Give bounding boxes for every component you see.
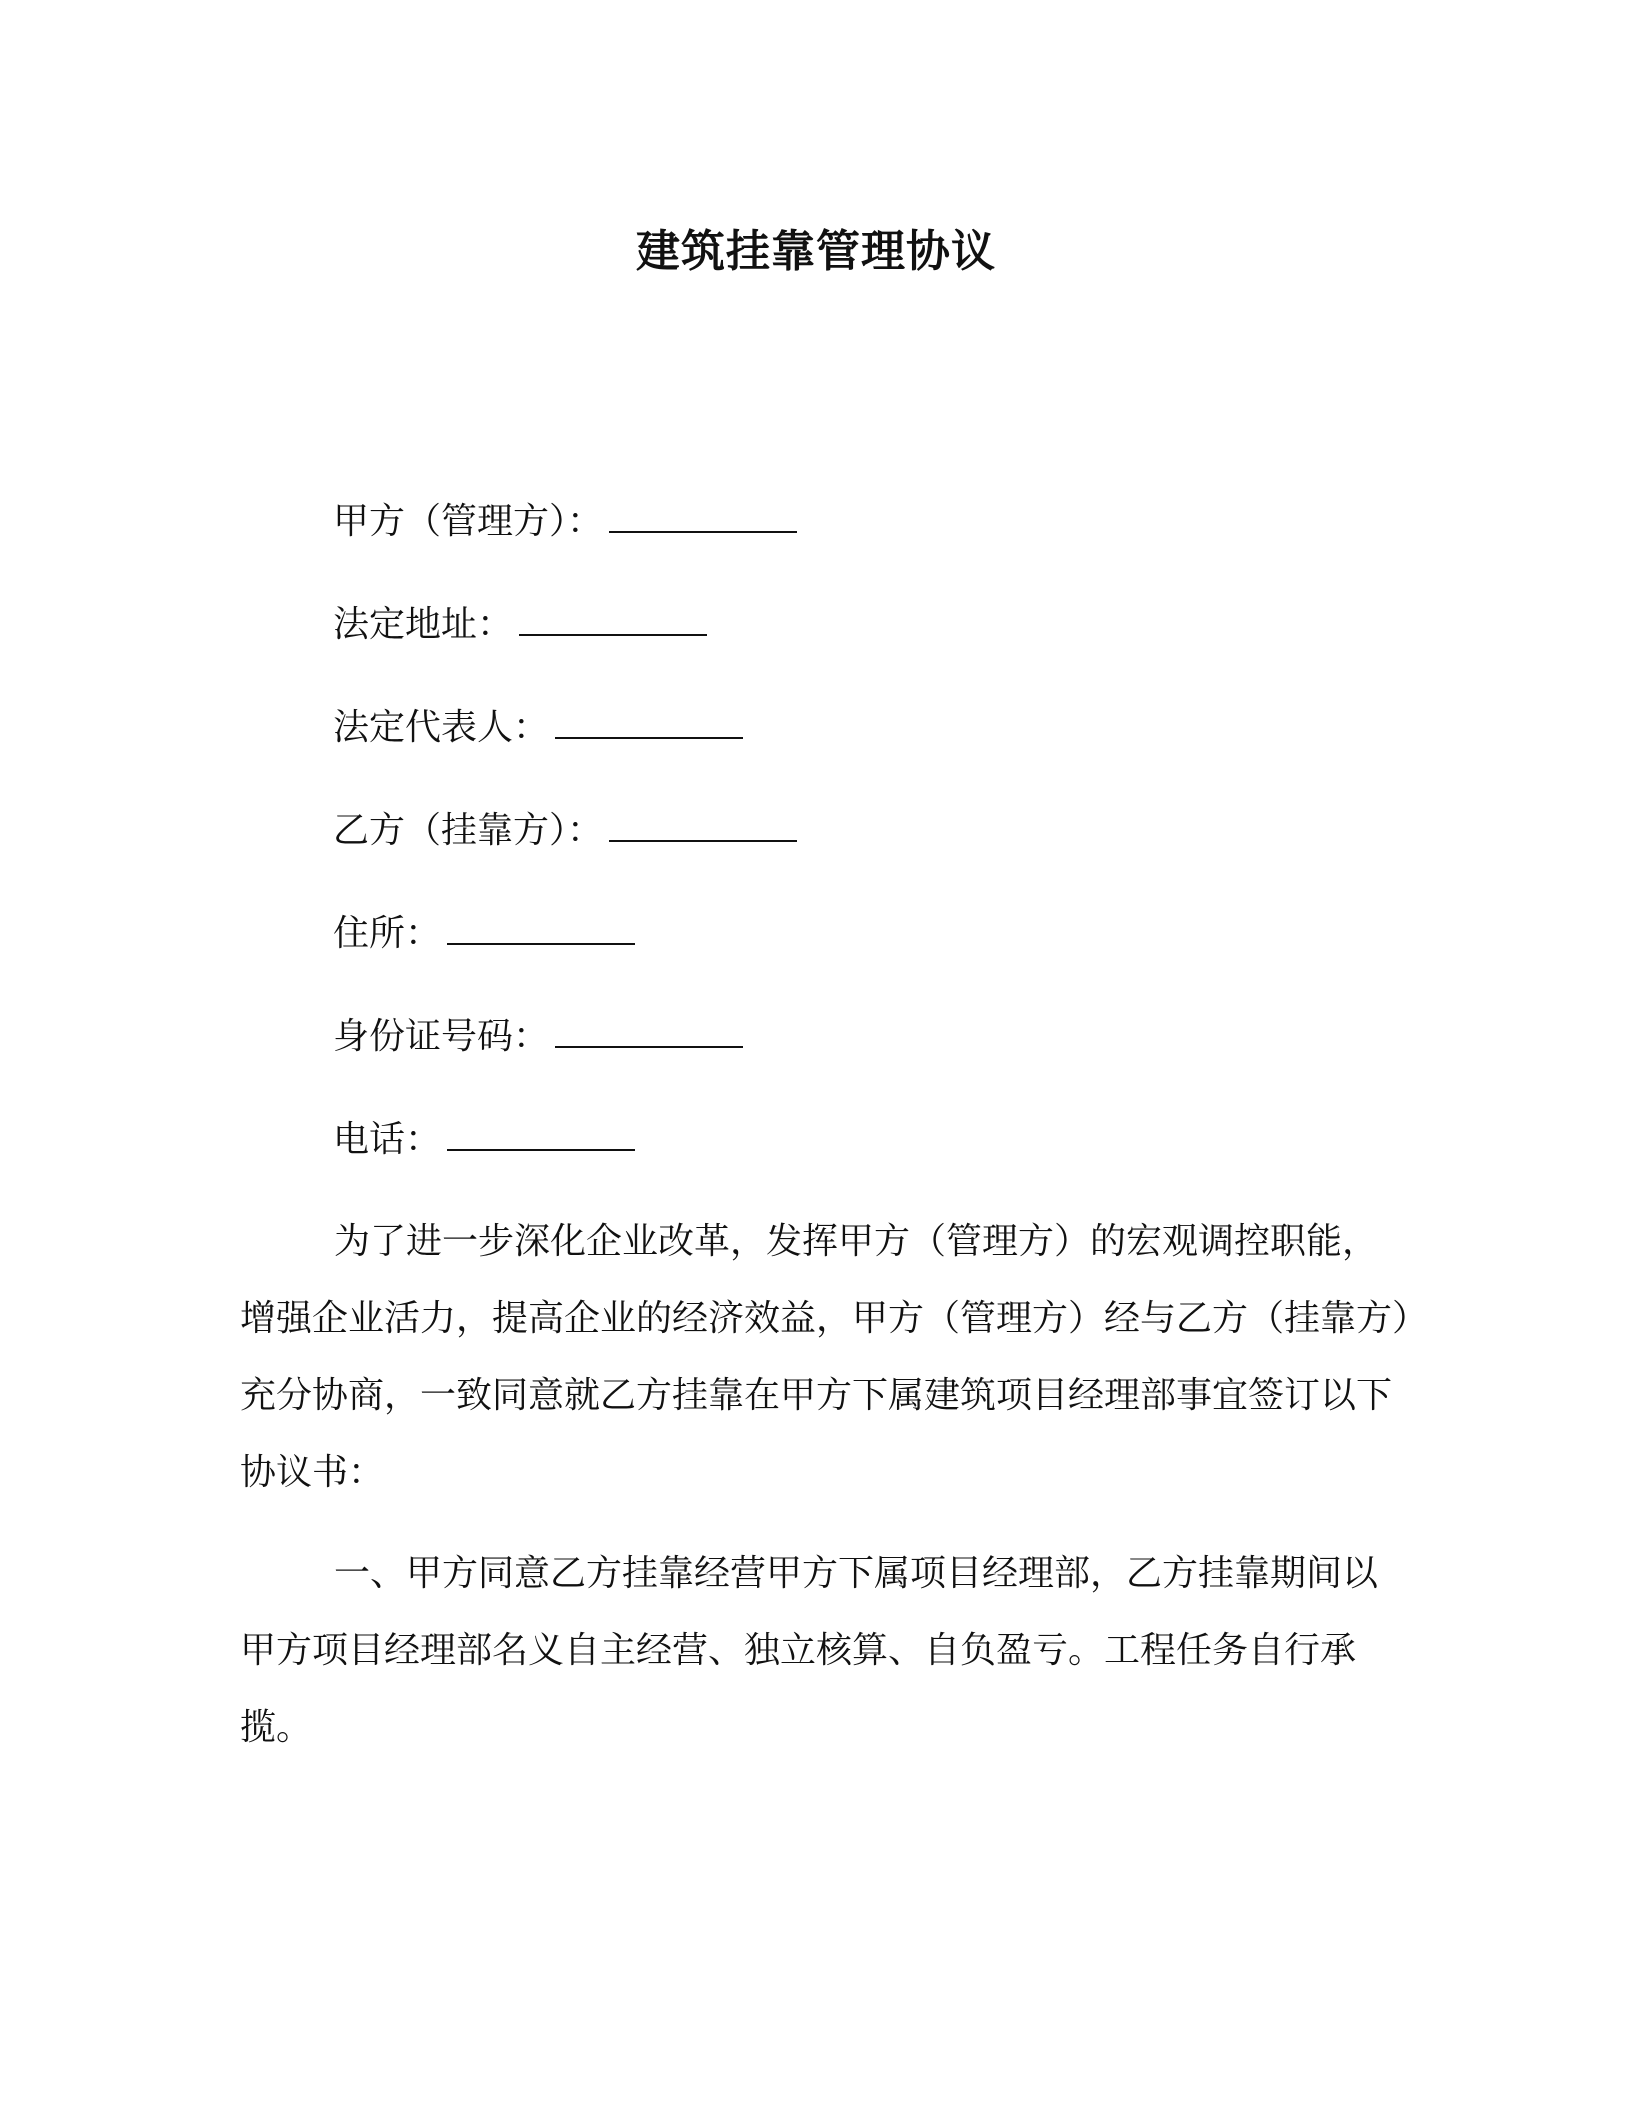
legal-representative-field	[333, 703, 743, 753]
phone-field	[333, 1115, 635, 1165]
id-number-field	[333, 1012, 743, 1062]
legal-representative-blank[interactable]	[555, 703, 743, 739]
residence-label: 住所：	[333, 913, 442, 954]
phone-blank[interactable]	[447, 1115, 635, 1151]
document-title: 建筑挂靠管理协议	[636, 226, 996, 277]
legal-representative-label: 法定代表人：	[333, 707, 550, 748]
party-b-label: 乙方（挂靠方）：	[333, 810, 604, 851]
phone-label: 电话：	[333, 1119, 442, 1160]
party-a-blank[interactable]	[609, 497, 797, 533]
party-b-field	[333, 806, 797, 856]
party-b-blank[interactable]	[609, 806, 797, 842]
preamble-paragraph: 为了进一步深化企业改革，发挥甲方（管理方）的宏观调控职能，增强企业活力，提高企业的经济效益，甲方（管理方）经与乙方（挂靠方）充分协商，一致同意就乙方挂靠在甲方下属建筑项目经理部事宜签订以下协议书：	[240, 1221, 1411, 1493]
legal-address-blank[interactable]	[519, 600, 707, 636]
legal-address-label: 法定地址：	[333, 604, 514, 645]
residence-field	[333, 909, 635, 959]
residence-blank[interactable]	[447, 909, 635, 945]
id-number-label: 身份证号码：	[333, 1016, 550, 1057]
party-a-label: 甲方（管理方）：	[333, 501, 604, 542]
clause-one-paragraph: 一、甲方同意乙方挂靠经营甲方下属项目经理部，乙方挂靠期间以甲方项目经理部名义自主经营、独立核算、自负盈亏。工程任务自行承揽。	[240, 1553, 1379, 1748]
party-a-field	[333, 497, 797, 547]
legal-address-field	[333, 600, 707, 650]
id-number-blank[interactable]	[555, 1012, 743, 1048]
